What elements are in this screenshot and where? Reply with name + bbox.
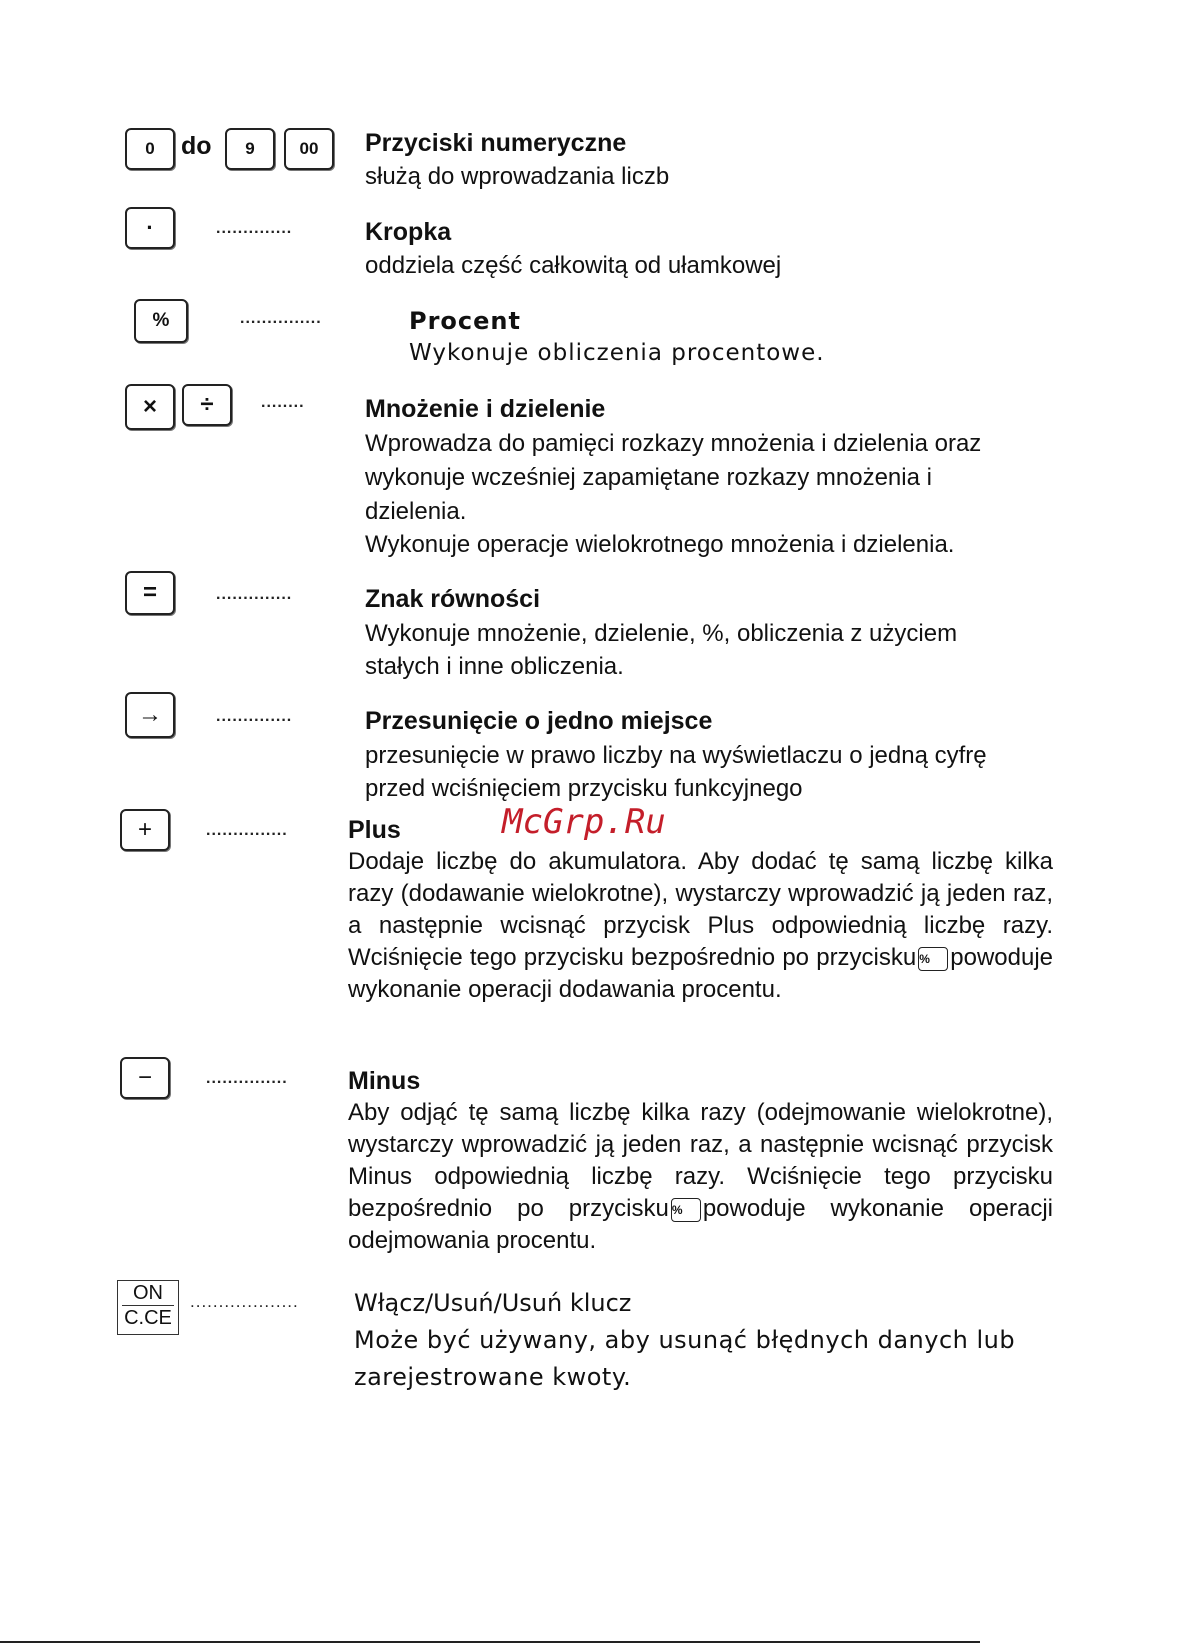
shift-title: Przesunięcie o jedno miejsce xyxy=(365,707,713,735)
muldiv-desc-1: Wprowadza do pamięci rozkazy mnożenia i dzielenia oraz xyxy=(365,430,982,457)
key-multiply: × xyxy=(125,384,175,430)
shift-desc-2: przed wciśnięciem przycisku funkcyjnego xyxy=(365,775,803,802)
key-minus: − xyxy=(120,1057,170,1099)
onclear-leader: ................... xyxy=(190,1292,299,1311)
numeric-desc: służą do wprowadzania liczb xyxy=(365,163,670,190)
inline-percent-key-2: % xyxy=(671,1198,701,1222)
key-divide: ÷ xyxy=(182,384,232,426)
minus-desc-tail: powoduje wykonanie operacji odejmowania procentu. xyxy=(348,1195,1053,1254)
key-00: 00 xyxy=(284,128,334,170)
minus-leader: ............... xyxy=(206,1070,288,1087)
do-label: do xyxy=(181,132,212,160)
bottom-rule xyxy=(0,1641,980,1643)
key-equals: = xyxy=(125,571,175,615)
plus-title: Plus xyxy=(348,816,401,844)
muldiv-desc-3: dzielenia. xyxy=(365,498,467,525)
plus-desc-tail: powoduje wykonanie operacji dodawania procentu. xyxy=(348,944,1053,1003)
minus-desc xyxy=(348,1097,1053,1257)
key-dot: · xyxy=(125,207,175,249)
key-cce-label: C.CE xyxy=(124,1307,172,1329)
equals-desc-2: stałych i inne obliczenia. xyxy=(365,653,624,680)
key-plus: + xyxy=(120,809,170,851)
dot-desc: oddziela część całkowitą od ułamkowej xyxy=(365,252,782,279)
plus-leader: ............... xyxy=(206,822,288,839)
minus-desc-text: Aby odjąć tę samą liczbę kilka razy (odejmowanie wielokrotne), wystarczy wprowadzić ją jeden raz, a następnie wcisnąć przycisk Minus odpowiednią liczbę razy. Wciśnięcie tego przycisku bezpośrednio po przycisku xyxy=(348,1099,1053,1222)
onclear-title: Włącz/Usuń/Usuń klucz xyxy=(354,1289,632,1317)
key-0: 0 xyxy=(125,128,175,170)
equals-leader: .............. xyxy=(216,586,293,603)
key-on-cce xyxy=(117,1280,179,1335)
minus-title: Minus xyxy=(348,1067,421,1095)
muldiv-title: Mnożenie i dzielenie xyxy=(365,395,606,423)
key-9: 9 xyxy=(225,128,275,170)
plus-desc-text: Dodaje liczbę do akumulatora. Aby dodać tę samą liczbę kilka razy (dodawanie wielokrotne), wystarczy wprowadzić ją jeden raz, a następnie wcisnąć przycisk Plus odpowiednią liczbę razy. Wciśnięcie tego przycisku bezpośrednio po przycisku xyxy=(348,848,1053,971)
watermark: McGrp.Ru xyxy=(502,802,666,842)
dot-leader: .............. xyxy=(216,220,293,237)
equals-desc-1: Wykonuje mnożenie, dzielenie, %, obliczenia z użyciem xyxy=(365,620,958,647)
equals-title: Znak równości xyxy=(365,585,541,613)
dot-title: Kropka xyxy=(365,218,452,246)
key-percent: % xyxy=(134,299,188,343)
onclear-desc-1: Może być używany, aby usunąć błędnych danych lub xyxy=(354,1326,1016,1354)
key-arrow: → xyxy=(125,692,175,738)
plus-desc xyxy=(348,846,1053,1006)
arrow-leader: .............. xyxy=(216,708,293,725)
shift-desc-1: przesunięcie w prawo liczby na wyświetlaczu o jedną cyfrę xyxy=(365,742,987,769)
inline-percent-key: % xyxy=(918,947,948,971)
percent-leader: ............... xyxy=(240,310,322,327)
muldiv-leader: ........ xyxy=(261,394,305,411)
numeric-title: Przyciski numeryczne xyxy=(365,129,627,157)
muldiv-desc-4: Wykonuje operacje wielokrotnego mnożenia i dzielenia. xyxy=(365,531,955,558)
muldiv-desc-2: wykonuje wcześniej zapamiętane rozkazy mnożenia i xyxy=(365,464,932,491)
percent-desc: Wykonuje obliczenia procentowe. xyxy=(409,340,825,366)
key-on-label: ON xyxy=(122,1281,174,1306)
percent-title: Procent xyxy=(409,307,521,335)
onclear-desc-2: zarejestrowane kwoty. xyxy=(354,1363,632,1391)
